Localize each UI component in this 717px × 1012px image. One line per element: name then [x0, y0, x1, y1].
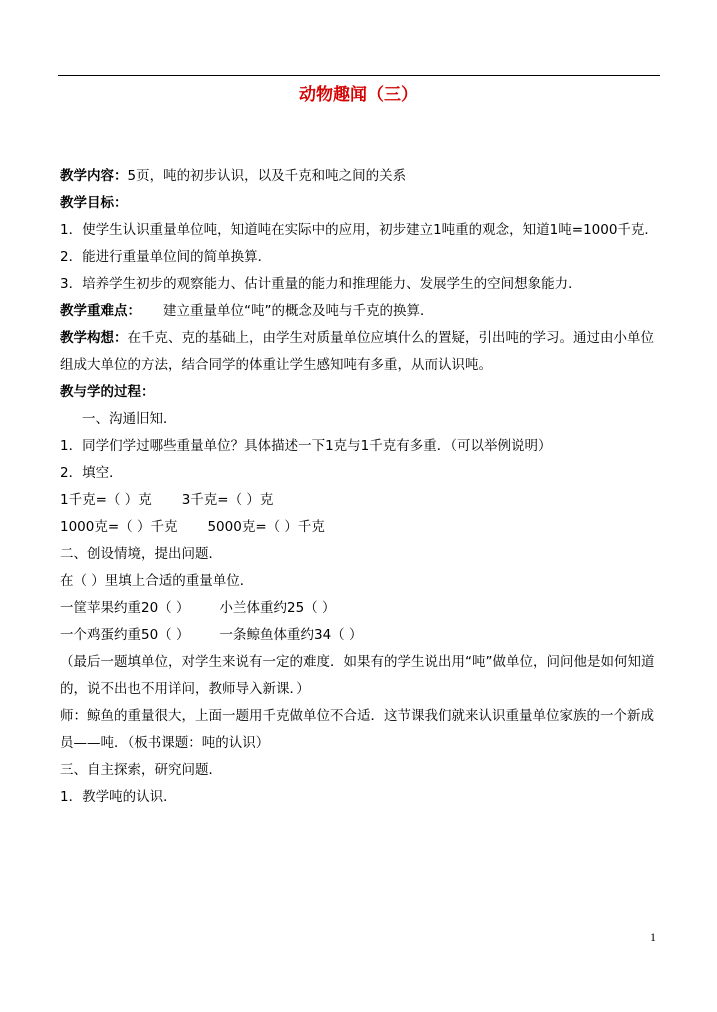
fill-row-1	[60, 487, 660, 514]
fill-item: 1000克=（ ）千克	[60, 519, 178, 535]
unit-item: 一筐苹果约重20（ ）	[60, 600, 190, 616]
question-one: 1．同学们学过哪些重量单位？具体描述一下1克与1千克有多重．（可以举例说明）	[60, 438, 552, 454]
process-label: 教与学的过程：	[60, 384, 155, 400]
section-two-heading: 二、创设情境，提出问题．	[60, 546, 222, 562]
teaching-goals-label: 教学目标：	[60, 195, 128, 211]
page-title: 动物趣闻（三）	[299, 85, 418, 105]
fill-item: 3千克=（ ）克	[181, 492, 274, 508]
unit-instruction: 在（ ）里填上合适的重量单位．	[60, 573, 254, 589]
key-points-label: 教学重难点：	[60, 303, 141, 319]
teaching-content-text: 5页，吨的初步认识，以及千克和吨之间的关系	[127, 168, 407, 184]
section-three-heading: 三、自主探索，研究问题．	[60, 762, 222, 778]
page-number: 1	[650, 930, 656, 944]
concept-text: 在千克、克的基础上，由学生对质量单位应填什么的置疑，引出吨的学习。通过由小单位组成大单位的方法，结合同学的体重让学生感知吨有多重，从而认识吨。	[60, 330, 654, 373]
key-points-text: 建立重量单位“吨”的概念及吨与千克的换算．	[163, 303, 434, 319]
unit-row-2	[60, 622, 660, 649]
unit-item: 一个鸡蛋约重50（ ）	[60, 627, 190, 643]
unit-item: 小兰体重约25（ ）	[219, 600, 336, 616]
section-one-heading: 一、沟通旧知．	[82, 411, 177, 427]
teaching-content-line	[60, 163, 660, 190]
key-points-line	[60, 298, 660, 325]
goal-item-1: 1．使学生认识重量单位吨，知道吨在实际中的应用，初步建立1吨重的观念，知道1吨=1000千克．	[60, 222, 658, 238]
teacher-note: （最后一题填单位，对学生来说有一定的难度．如果有的学生说出用“吨”做单位，问问他是如何知道的，说不出也不用详问，教师导入新课．）	[60, 654, 655, 697]
lesson-body	[60, 163, 660, 811]
goal-item-3: 3．培养学生初步的观察能力、估计重量的能力和推理能力、发展学生的空间想象能力．	[60, 276, 582, 292]
teaching-content-label: 教学内容：	[60, 168, 128, 184]
fill-item: 5000克=（ ）千克	[207, 519, 325, 535]
unit-item: 一条鲸鱼体重约34（ ）	[219, 627, 363, 643]
concept-paragraph	[60, 325, 660, 379]
fill-item: 1千克=（ ）克	[60, 492, 152, 508]
question-two: 2．填空．	[60, 465, 123, 481]
concept-label: 教学构想：	[60, 330, 128, 346]
unit-row-1	[60, 595, 660, 622]
fill-row-2	[60, 514, 660, 541]
teacher-speech: 师：鲸鱼的重量很大，上面一题用千克做单位不合适．这节课我们就来认识重量单位家族的一个新成员——吨．（板书课题：吨的认识）	[60, 708, 654, 751]
header-rule	[58, 75, 660, 76]
goal-item-2: 2．能进行重量单位间的简单换算．	[60, 249, 272, 265]
subsection-one: 1．教学吨的认识．	[60, 789, 177, 805]
